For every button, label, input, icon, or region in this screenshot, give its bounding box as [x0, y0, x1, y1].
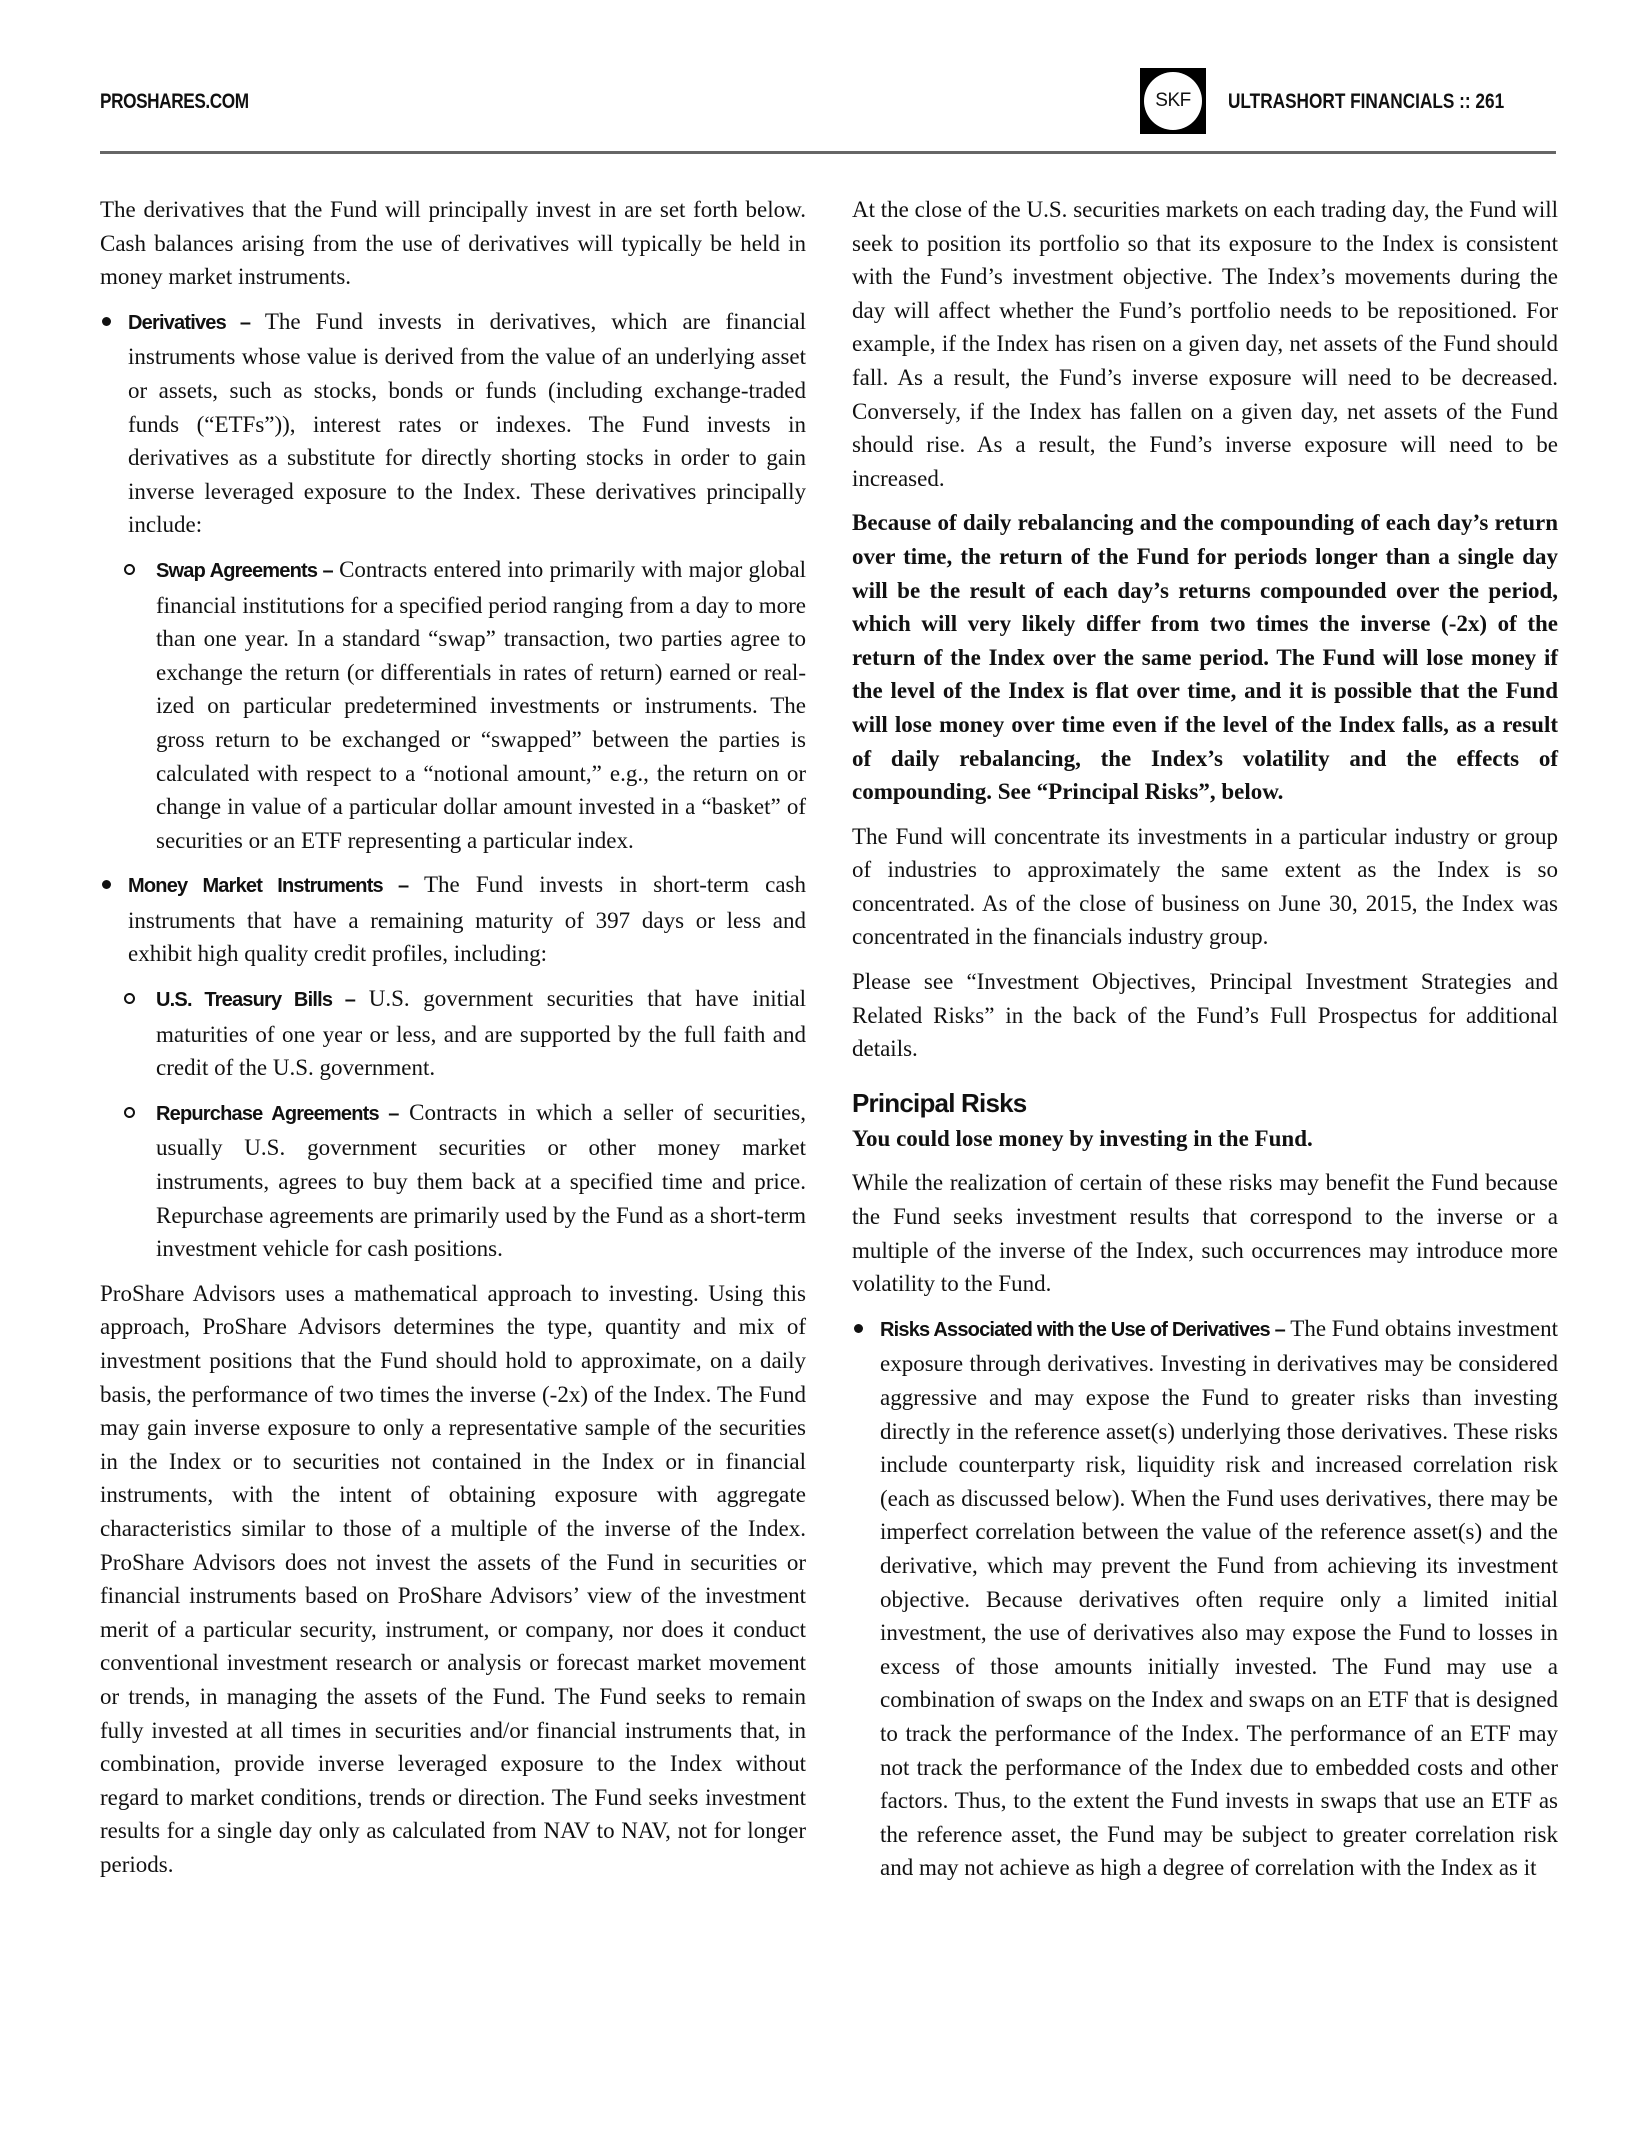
bullet-ring-icon	[124, 564, 135, 575]
compounding-warning: Because of daily rebalancing and the compounding of each day’s return over time, the return of the Fund for periods longer than a single day will be the result of each day’s returns compounded over the period, which will very likely differ from two times the inverse (-2x) of the return of the Index over the same period. The Fund will lose money if the level of the Index is flat over time, and it is possible that the Fund will lose money over time even if the level of the Index falls, as a result of daily rebalancing, the Index’s volatility and the effects of compounding. See “Principal Risks”, below.	[852, 510, 1558, 805]
list-item-swap-agreements	[100, 553, 806, 857]
left-column	[100, 193, 806, 1893]
text-derivatives: The Fund invests in derivatives, which are financial instruments whose value is derived from the value of an underlying asset or assets, such as stocks, bonds or funds (including exchange-traded funds (“ETFs”)), interest rates or indexes. The Fund invests in derivatives as a substitute for directly shorting stocks in order to gain inverse leveraged exposure to the Index. These derivatives principally include:	[128, 308, 806, 538]
term-derivatives: Derivatives –	[128, 311, 251, 334]
list-item-derivatives-risk	[852, 1312, 1558, 1885]
rebalance-paragraph: At the close of the U.S. securities markets on each trading day, the Fund will seek to position its portfolio so that its exposure to the Index is consistent with the Fund’s investment objective. The Index’s movements during the day will affect whether the Fund’s portfolio needs to be repositioned. For example, if the Index has risen on a given day, net assets of the Fund should fall. As a result, the Fund’s inverse exposure will need to be decreased. Conversely, if the Index has fallen on a given day, net assets of the Fund should rise. As a result, the Fund’s inverse exposure will need to be increased.	[852, 197, 1558, 491]
term-derivatives-risk: Risks Associated with the Use of Derivatives –	[880, 1318, 1285, 1341]
concentration-paragraph: The Fund will concentrate its investments in a particular industry or group of industries to approximately the same extent as the Index is so concentrated. As of the close of business on June 30, 2015, the Index was concentrated in the financials industry group.	[852, 823, 1558, 950]
site-name: PROSHARES.COM	[100, 90, 249, 113]
page-header	[100, 60, 1556, 160]
logo-ticker-text: SKF	[1144, 72, 1202, 130]
text-repurchase-agreements: Contracts in which a seller of securities, usually U.S. government securities or other money market instruments, agrees to buy them back at a specified time and price. Repurchase agreements are primarily used by the Fund as a short-term investment vehicle for cash positions.	[156, 1099, 806, 1262]
fund-ticker-logo	[1140, 68, 1206, 134]
bullet-dot-icon	[854, 1324, 863, 1333]
lose-money-statement: You could lose money by investing in the Fund.	[852, 1125, 1313, 1151]
term-swap-agreements: Swap Agreements –	[156, 559, 333, 582]
text-money-market: The Fund invests in short-term cash instruments that have a remaining maturity of 397 days or less and exhibit high quality credit profiles, including:	[128, 872, 806, 967]
see-also-paragraph: Please see “Investment Objectives, Principal Investment Strategies and Related Risks” in the back of the Fund’s Full Prospectus for additional details.	[852, 969, 1558, 1062]
term-money-market: Money Market Instruments –	[128, 875, 409, 898]
term-treasury-bills: U.S. Treasury Bills –	[156, 989, 356, 1012]
header-rule-divider	[100, 151, 1556, 154]
list-item-money-market	[100, 868, 806, 971]
bullet-dot-icon	[102, 880, 111, 889]
text-derivatives-risk: The Fund obtains investment exposure through derivatives. Investing in derivatives may be considered aggressive and may expose the Fund to greater risks than investing directly in the reference asset(s) underlying those derivatives. These risks include counterparty risk, liquidity risk and increased correlation risk (each as discussed below). When the Fund uses derivatives, there may be imperfect correlation between the value of the reference asset(s) and the derivative, which may prevent the Fund from achieving its investment objective. Because derivatives often require only a limited initial investment, the use of derivatives also may expose the Fund to losses in excess of those amounts initially invested. The Fund may use a combination of swaps on the Index and swaps on an ETF that is designed to track the performance of the Index. The performance of an ETF may not track the performance of the Index due to embedded costs and other factors. Thus, to the extent the Fund invests in swaps that use an ETF as the reference asset, the Fund may be subject to greater correlation risk and may not achieve as high a degree of correlation with the Index as it	[880, 1315, 1558, 1881]
risk-list	[852, 1312, 1558, 1885]
investment-list	[100, 305, 806, 1266]
list-item-treasury-bills	[100, 982, 806, 1085]
approach-paragraph: ProShare Advisors uses a mathematical approach to investing. Using this approach, ProShare Advisors determines the type, quantity and mix of investment positions that the Fund should hold to approximate, on a daily basis, the performance of two times the inverse (-2x) of the Index. The Fund may gain inverse exposure to only a representative sample of the securities in the Index or to securities not contained in the Index or in financial instruments, with the intent of obtaining exposure with aggregate characteristics similar to those of a multiple of the inverse of the Index. ProShare Advisors does not invest the assets of the Fund in securities or financial instruments based on ProShare Advisors’ view of the investment merit of a particular security, instrument, or company, nor does it conduct conventional investment research or analysis or forecast market movement or trends, in managing the assets of the Fund. The Fund seeks to remain fully invested at all times in securities and/or financial instruments that, in combination, provide inverse leveraged exposure to the Index without regard to market conditions, trends or direction. The Fund seeks investment results for a single day only as calculated from NAV to NAV, not for longer periods.	[100, 1280, 806, 1877]
section-title-principal-risks: Principal Risks	[852, 1087, 1027, 1118]
list-item-derivatives	[100, 305, 806, 542]
derivatives-intro-paragraph: The derivatives that the Fund will principally invest in are set forth below. Cash balances arising from the use of derivatives will typically be held in money market instruments.	[100, 197, 806, 290]
term-repurchase-agreements: Repurchase Agreements –	[156, 1102, 399, 1125]
text-treasury-bills: U.S. government securities that have initial maturities of one year or less, and are supported by the full faith and credit of the U.S. government.	[156, 986, 807, 1081]
bullet-dot-icon	[102, 317, 111, 326]
risk-intro-paragraph: While the realization of certain of these risks may benefit the Fund because the Fund seeks investment results that correspond to the inverse or a multiple of the inverse of the Index, such occurrences may introduce more volatility to the Fund.	[852, 1170, 1558, 1297]
bullet-ring-icon	[124, 993, 135, 1004]
right-column	[852, 193, 1558, 1896]
text-swap-agreements: Contracts entered into primarily with major global financial institutions for a specified period ranging from a day to more than one year. In a standard “swap” transaction, two parties agree to exchange the return (or differentials in rates of return) earned or realized on particular predetermined investments or instruments. The gross return to be exchanged or “swapped” between the parties is calculated with respect to a “notional amount,” e.g., the return on or change in value of a particular dollar amount invested in a “basket” of securities or an ETF representing a particular index.	[156, 556, 806, 853]
list-item-repurchase-agreements	[100, 1096, 806, 1266]
running-head-page-number: ULTRASHORT FINANCIALS :: 261	[1228, 90, 1505, 113]
bullet-ring-icon	[124, 1107, 135, 1118]
